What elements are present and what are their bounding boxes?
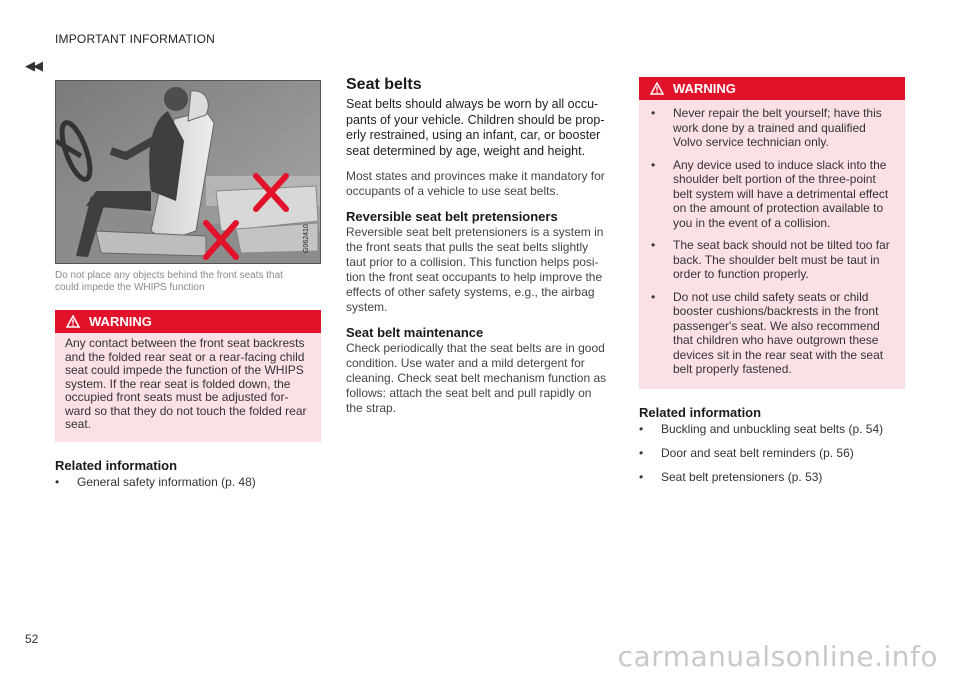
warning-item [651,290,893,377]
related-info-list [639,422,905,484]
middle-column [346,76,610,426]
warning-item [651,158,893,231]
page-number: 52 [25,632,39,646]
figure-code: G062410 [303,224,310,253]
bullet: • [639,469,644,484]
related-link[interactable] [639,446,905,460]
bullet: • [651,289,656,304]
bullet: • [651,238,656,252]
warning-header [55,310,321,333]
pretensioners-text: Reversible seat belt pretensioners is a system in the front seats that pulls the seat belts slightly taut prior to a collision. This function helps posi-tion the front seat occupants to help improve the effects of other safety systems, e.g., the airbag system. [346,225,604,314]
related-link[interactable] [55,475,321,489]
warning-title: WARNING [673,81,736,96]
lead-paragraph: Seat belts should always be worn by all occu-pants of your vehicle. Children should be prop-erly restrained, using an infant, car, or booster seat determined by age, weight and height. [346,97,605,158]
figure-caption: Do not place any objects behind the front seats that could impede the WHIPS function [55,270,283,293]
subheading-maintenance: Seat belt maintenance [346,325,484,340]
warning-triangle-icon [650,82,664,95]
warning-item [651,106,893,150]
section-header: IMPORTANT INFORMATION [55,32,215,46]
warning-item-text: Never repair the belt yourself; have this work done by a trained and qualified Volvo service technician only. [673,106,882,149]
warning-text: Any contact between the front seat backrests and the folded rear seat or a rear-facing child seat could impede the function of the WHIPS system. If the rear seat is folded down, the occupied front seats must be adjusted for-ward so that they do not touch the folded rear seat. [65,336,307,431]
left-column [55,80,321,499]
bullet: • [639,445,644,460]
warning-triangle-icon [66,315,80,328]
related-link[interactable] [639,422,905,436]
maintenance-text: Check periodically that the seat belts are in good condition. Use water and a mild detergent for cleaning. Check seat belt mechanism function as follows: attach the seat belt and pull rapidly on the strap. [346,341,607,415]
warning-box [55,310,321,442]
warning-list [639,100,905,389]
warning-title: WARNING [89,314,152,329]
warning-item [651,238,893,282]
warning-item-text: The seat back should not be tilted too far back. The shoulder belt must be taut in order to function properly. [673,238,890,281]
warning-header [639,77,905,100]
warning-box [639,77,905,389]
body-paragraph: Most states and provinces make it mandatory for occupants of a vehicle to use seat belts. [346,169,605,198]
bullet: • [651,157,656,172]
related-link-text[interactable]: Seat belt pretensioners (p. 53) [661,469,823,484]
warning-item-text: Any device used to induce slack into the shoulder belt portion of the three-point belt system will have a detrimental effect on the amount of protection available to you in the event of a collision. [673,157,889,230]
related-link-text[interactable]: Door and seat belt reminders (p. 56) [661,445,854,460]
seat-illustration-svg [56,81,321,264]
related-info-title: Related information [639,404,762,420]
related-link[interactable] [639,470,905,484]
subheading-pretensioners: Reversible seat belt pretensioners [346,209,558,224]
right-column [639,77,905,494]
watermark: carmanualsonline.info [617,640,938,673]
whips-illustration [55,80,321,264]
related-link-text[interactable]: General safety information (p. 48) [77,474,256,489]
bullet: • [639,421,644,436]
bullet: • [651,106,656,120]
related-link-text[interactable]: Buckling and unbuckling seat belts (p. 54) [661,421,884,436]
related-info-list [55,475,321,489]
related-info-title: Related information [55,457,178,473]
warning-item-text: Do not use child safety seats or child booster cushions/backrests in the front passenger's seat. We also recommend that children who have outgrown these devices sit in the rear seat with the seat belt properly fastened. [673,289,884,376]
bullet: • [55,474,60,489]
double-chevron-left-icon[interactable]: ◀◀ [25,58,41,73]
section-title: Seat belts [346,76,422,93]
